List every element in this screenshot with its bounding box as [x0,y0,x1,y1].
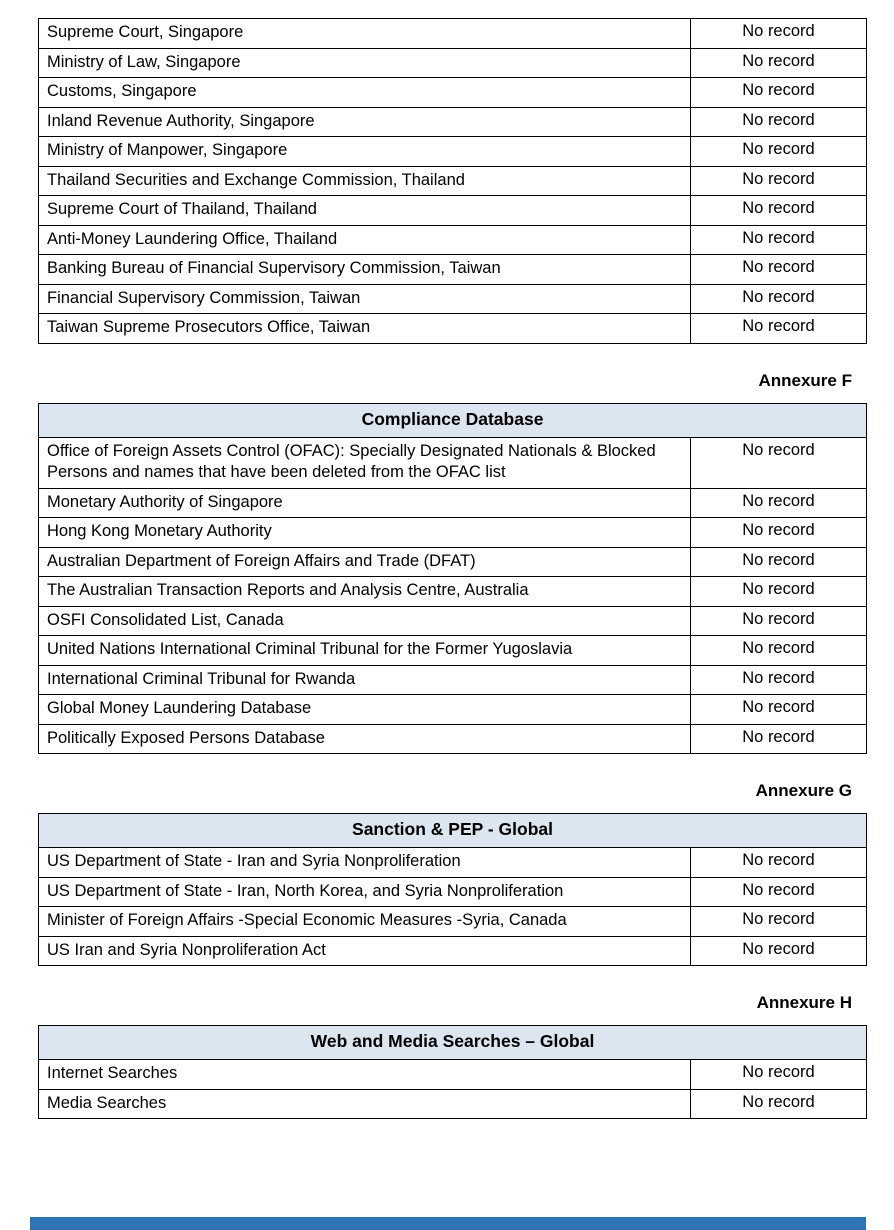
result-cell: No record [691,695,867,725]
table-row [39,166,867,196]
result-cell: No record [691,665,867,695]
source-cell: Global Money Laundering Database [39,695,691,725]
result-cell: No record [691,848,867,878]
source-cell: Media Searches [39,1089,691,1119]
result-cell: No record [691,437,867,488]
source-cell: United Nations International Criminal Tribunal for the Former Yugoslavia [39,636,691,666]
source-cell: Taiwan Supreme Prosecutors Office, Taiwan [39,314,691,344]
table-header-row [39,814,867,848]
footer-accent-bar [30,1217,866,1230]
source-cell: Politically Exposed Persons Database [39,724,691,754]
source-cell: Ministry of Law, Singapore [39,48,691,78]
table-title: Compliance Database [39,403,867,437]
source-cell: The Australian Transaction Reports and Analysis Centre, Australia [39,577,691,607]
result-cell: No record [691,1060,867,1090]
source-cell: Hong Kong Monetary Authority [39,518,691,548]
table-row [39,547,867,577]
annexure-label: Annexure F [758,370,852,390]
table-row [39,137,867,167]
result-cell: No record [691,547,867,577]
search-results-section-continuation [38,18,866,344]
result-cell: No record [691,196,867,226]
result-cell: No record [691,936,867,966]
table-row [39,488,867,518]
source-cell: Minister of Foreign Affairs -Special Economic Measures -Syria, Canada [39,907,691,937]
table-row [39,196,867,226]
table-title: Web and Media Searches – Global [39,1026,867,1060]
result-cell: No record [691,78,867,108]
table-row [39,255,867,285]
table-row [39,78,867,108]
table-row [39,724,867,754]
search-results-section-annexure-h [38,993,866,1119]
source-cell: OSFI Consolidated List, Canada [39,606,691,636]
result-cell: No record [691,255,867,285]
table-row [39,665,867,695]
table-row [39,636,867,666]
result-cell: No record [691,225,867,255]
results-table [38,1025,867,1119]
results-table [38,403,867,755]
result-cell: No record [691,907,867,937]
result-cell: No record [691,488,867,518]
result-cell: No record [691,518,867,548]
table-row [39,577,867,607]
search-results-section-annexure-f [38,371,866,755]
source-cell: Ministry of Manpower, Singapore [39,137,691,167]
source-cell: Customs, Singapore [39,78,691,108]
table-row [39,107,867,137]
result-cell: No record [691,284,867,314]
table-row [39,936,867,966]
source-cell: Anti-Money Laundering Office, Thailand [39,225,691,255]
table-title: Sanction & PEP - Global [39,814,867,848]
result-cell: No record [691,166,867,196]
source-cell: US Department of State - Iran and Syria Nonproliferation [39,848,691,878]
source-cell: Financial Supervisory Commission, Taiwan [39,284,691,314]
table-row [39,437,867,488]
results-table [38,813,867,966]
source-cell: International Criminal Tribunal for Rwanda [39,665,691,695]
source-cell: Office of Foreign Assets Control (OFAC): Specially Designated Nationals & Blocked Persons and names that have been deleted from the OFAC list [39,437,691,488]
table-row [39,606,867,636]
table-row [39,848,867,878]
table-row [39,907,867,937]
table-row [39,877,867,907]
results-table [38,18,867,344]
table-header-row [39,1026,867,1060]
source-cell: Supreme Court of Thailand, Thailand [39,196,691,226]
table-row [39,48,867,78]
table-row [39,314,867,344]
result-cell: No record [691,577,867,607]
result-cell: No record [691,314,867,344]
table-row [39,518,867,548]
source-cell: US Department of State - Iran, North Korea, and Syria Nonproliferation [39,877,691,907]
result-cell: No record [691,606,867,636]
table-row [39,225,867,255]
annexure-label: Annexure H [756,993,852,1012]
table-row [39,1089,867,1119]
source-cell: Banking Bureau of Financial Supervisory Commission, Taiwan [39,255,691,285]
source-cell: Internet Searches [39,1060,691,1090]
result-cell: No record [691,636,867,666]
result-cell: No record [691,724,867,754]
table-row [39,695,867,725]
source-cell: Australian Department of Foreign Affairs and Trade (DFAT) [39,547,691,577]
table-row [39,19,867,49]
source-cell: Supreme Court, Singapore [39,19,691,49]
result-cell: No record [691,877,867,907]
search-results-section-annexure-g [38,781,866,966]
table-header-row [39,403,867,437]
result-cell: No record [691,19,867,49]
table-row [39,1060,867,1090]
source-cell: Inland Revenue Authority, Singapore [39,107,691,137]
table-row [39,284,867,314]
result-cell: No record [691,48,867,78]
source-cell: Monetary Authority of Singapore [39,488,691,518]
source-cell: US Iran and Syria Nonproliferation Act [39,936,691,966]
result-cell: No record [691,137,867,167]
result-cell: No record [691,107,867,137]
result-cell: No record [691,1089,867,1119]
source-cell: Thailand Securities and Exchange Commission, Thailand [39,166,691,196]
annexure-label: Annexure G [755,781,852,800]
